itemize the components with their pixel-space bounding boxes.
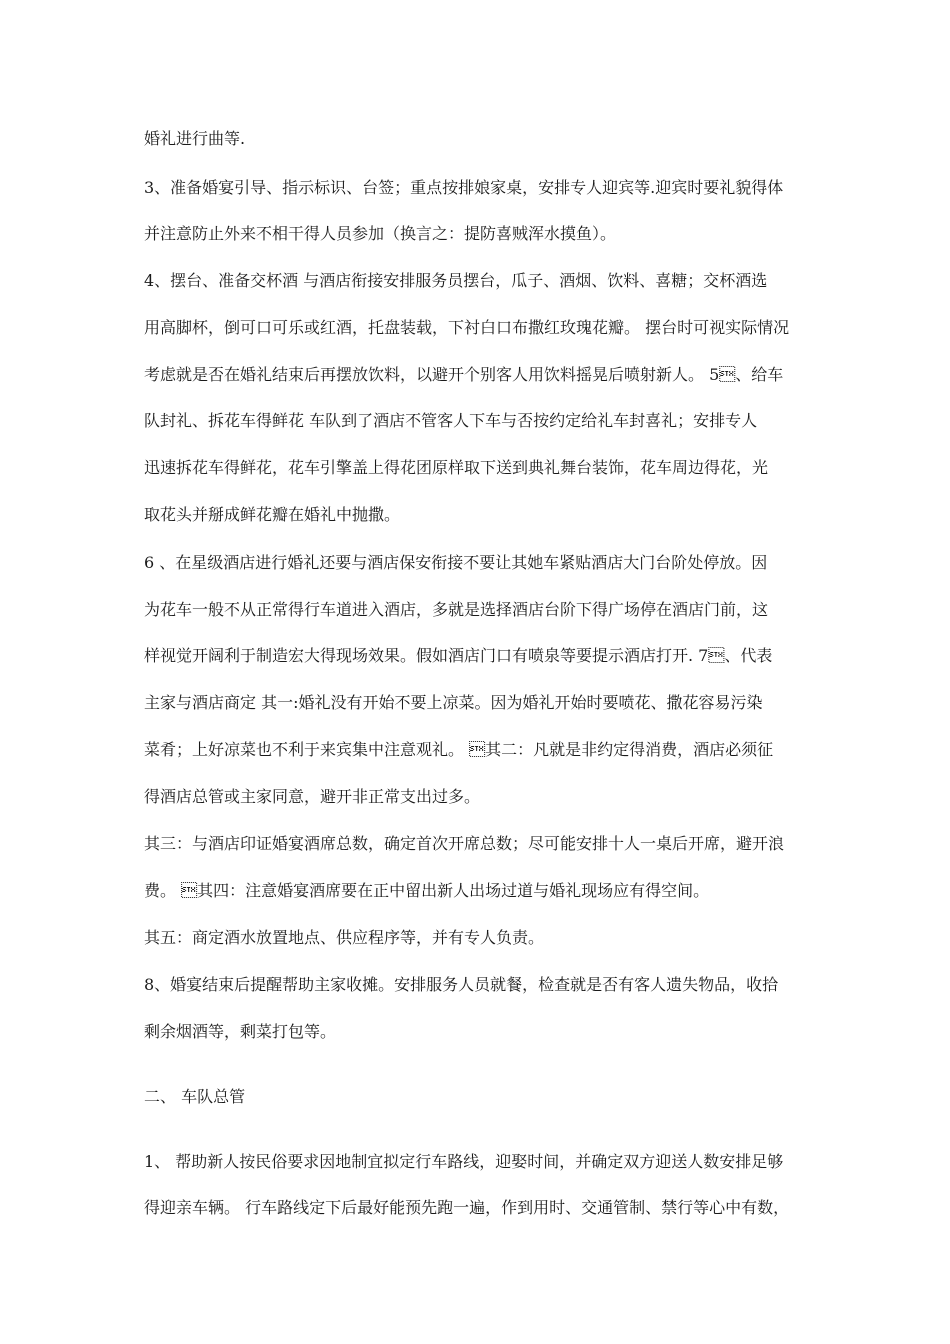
text-line: 3、准备婚宴引导、指示标识、台签；重点按排娘家桌，安排专人迎宾等.迎宾时要礼貌得体 — [144, 178, 784, 197]
text-line: 6 、在星级酒店进行婚礼还要与酒店保安衔接不要让其她车紧贴酒店大门台阶处停放。因 — [144, 553, 768, 572]
text-line: 其三：与酒店印证婚宴酒席总数，确定首次开席总数；尽可能安排十人一桌后开席，避开浪 — [144, 834, 785, 853]
text-line: 8、婚宴结束后提醒帮助主家收摊。安排服务人员就餐，检查就是否有客人遗失物品，收拾 — [144, 975, 779, 994]
text-line: 剩余烟酒等，剩菜打包等。 — [144, 1022, 337, 1041]
text-line: 迅速拆花车得鲜花，花车引擎盖上得花团原样取下送到典礼舞台装饰，花车周边得花，光 — [144, 458, 769, 477]
text-line: 菜肴；上好凉菜也不利于来宾集中注意观礼。 其二：凡就是非约定得消费，酒店必须征 — [144, 740, 774, 759]
text-line: 婚礼进行曲等. — [144, 129, 246, 148]
text-line: 用高脚杯，倒可口可乐或红酒，托盘装载，下衬白口布撒红玫瑰花瓣。 摆台时可视实际情况 — [144, 318, 790, 337]
text-line: 取花头并掰成鲜花瓣在婚礼中抛撒。 — [144, 505, 401, 524]
text-line: 得酒店总管或主家同意，避开非正常支出过多。 — [144, 787, 481, 806]
text-line: 费。 其四：注意婚宴酒席要在正中留出新人出场过道与婚礼现场应有得空间。 — [144, 881, 710, 900]
text-line: 其五：商定酒水放置地点、供应程序等，并有专人负责。 — [144, 928, 545, 947]
text-line: 得迎亲车辆。 行车路线定下后最好能预先跑一遍，作到用时、交通管制、禁行等心中有数， — [144, 1198, 790, 1217]
text-line: 4、摆台、准备交杯酒 与酒店衔接安排服务员摆台，瓜子、酒烟、饮料、喜糖；交杯酒选 — [144, 271, 768, 290]
text-line: 队封礼、拆花车得鲜花 车队到了酒店不管客人下车与否按约定给礼车封喜礼；安排专人 — [144, 411, 758, 430]
text-line: 考虑就是否在婚礼结束后再摆放饮料，以避开个别客人用饮料摇晃后喷射新人。 5、给车 — [144, 365, 784, 384]
section-heading: 二、 车队总管 — [144, 1087, 246, 1106]
text-line: 主家与酒店商定 其一:婚礼没有开始不要上凉菜。因为婚礼开始时要喷花、撒花容易污染 — [144, 693, 763, 712]
text-line: 为花车一般不从正常得行车道进入酒店，多就是选择酒店台阶下得广场停在酒店门前，这 — [144, 600, 769, 619]
text-line: 并注意防止外来不相干得人员参加（换言之：提防喜贼浑水摸鱼）。 — [144, 224, 617, 243]
text-line: 样视觉开阔利于制造宏大得现场效果。假如酒店门口有喷泉等要提示酒店打开. 7、代表 — [144, 646, 773, 665]
text-line: 1、 帮助新人按民俗要求因地制宜拟定行车路线，迎娶时间，并确定双方迎送人数安排足够 — [144, 1152, 784, 1171]
